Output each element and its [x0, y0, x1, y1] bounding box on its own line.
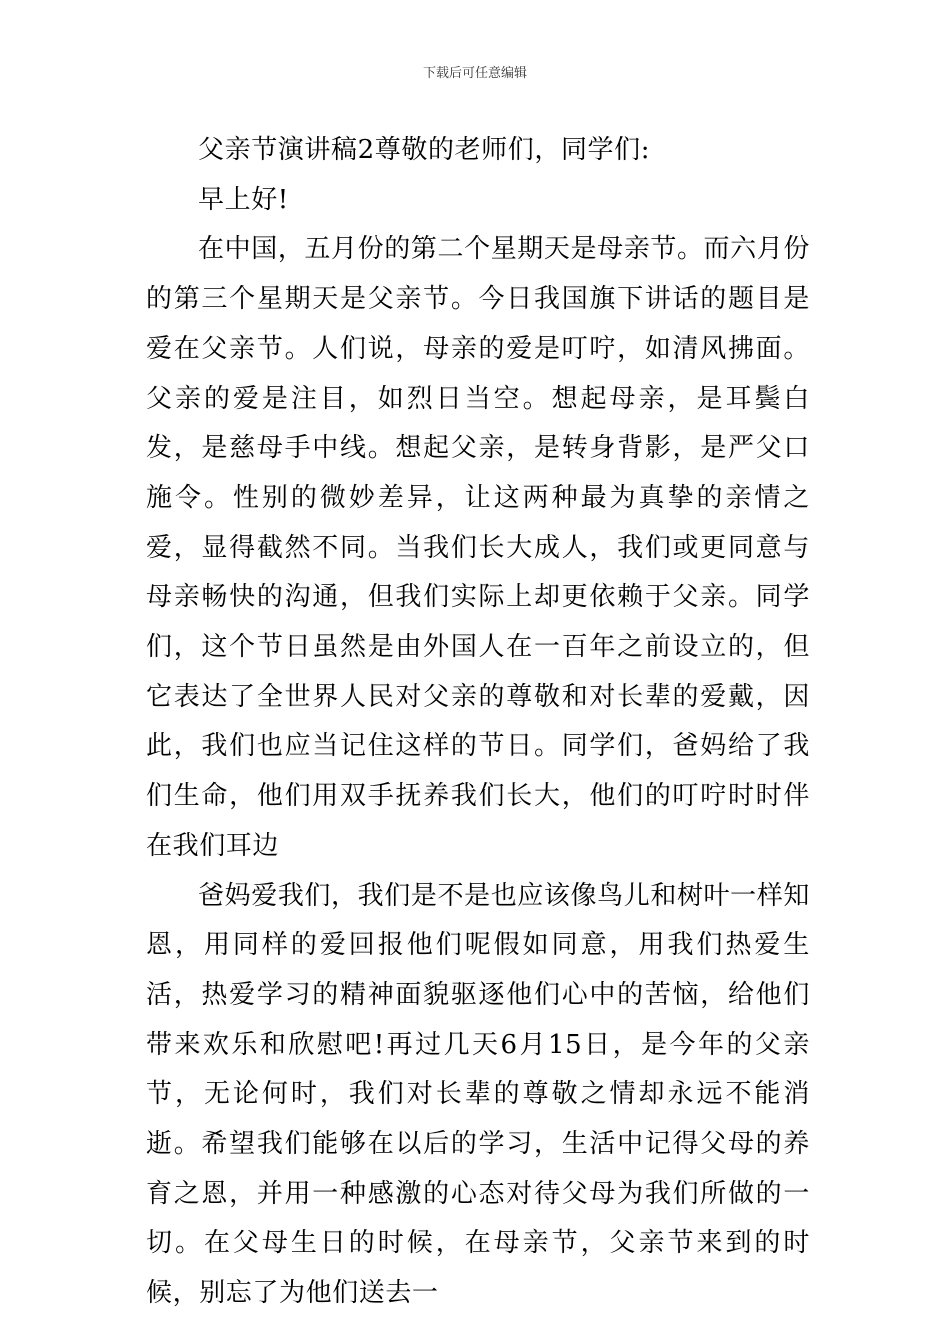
paragraph-title: 父亲节演讲稿2尊敬的老师们，同学们:	[198, 135, 651, 165]
document-body	[146, 126, 810, 1319]
paragraph-body-1: 在中国，五月份的第二个星期天是母亲节。而六月份的第三个星期天是父亲节。今日我国旗下讲话的题目是爱在父亲节。人们说，母亲的爱是叮咛，如清风拂面。父亲的爱是注目，如烈日当空。想起母亲，是耳鬓白发，是慈母手中线。想起父亲，是转身背影，是严父口施令。性别的微妙差异，让这两种最为真挚的亲情之爱，显得截然不同。当我们长大成人，我们或更同意与母亲畅快的沟通，但我们实际上却更依赖于父亲。同学们，这个节日虽然是由外国人在一百年之前设立的，但它表达了全世界人民对父亲的尊敬和对长辈的爱戴，因此，我们也应当记住这样的节日。同学们，爸妈给了我们生命，他们用双手抚养我们长大，他们的叮咛时时伴在我们耳边	[146, 234, 810, 861]
page-header-note: 下载后可任意编辑	[422, 66, 527, 81]
paragraph-body-2: 爸妈爱我们，我们是不是也应该像鸟儿和树叶一样知恩，用同样的爱回报他们呢假如同意，用我们热爱生活，热爱学习的精神面貌驱逐他们心中的苦恼，给他们带来欢乐和欣慰吧!再过几天6月15日，是今年的父亲节，无论何时，我们对长辈的尊敬之情却永远不能消逝。希望我们能够在以后的学习，生活中记得父母的养育之恩，并用一种感激的心态对待父母为我们所做的一切。在父母生日的时候，在母亲节，父亲节来到的时候，别忘了为他们送去一	[146, 880, 810, 1309]
paragraph-greeting: 早上好!	[198, 184, 289, 215]
